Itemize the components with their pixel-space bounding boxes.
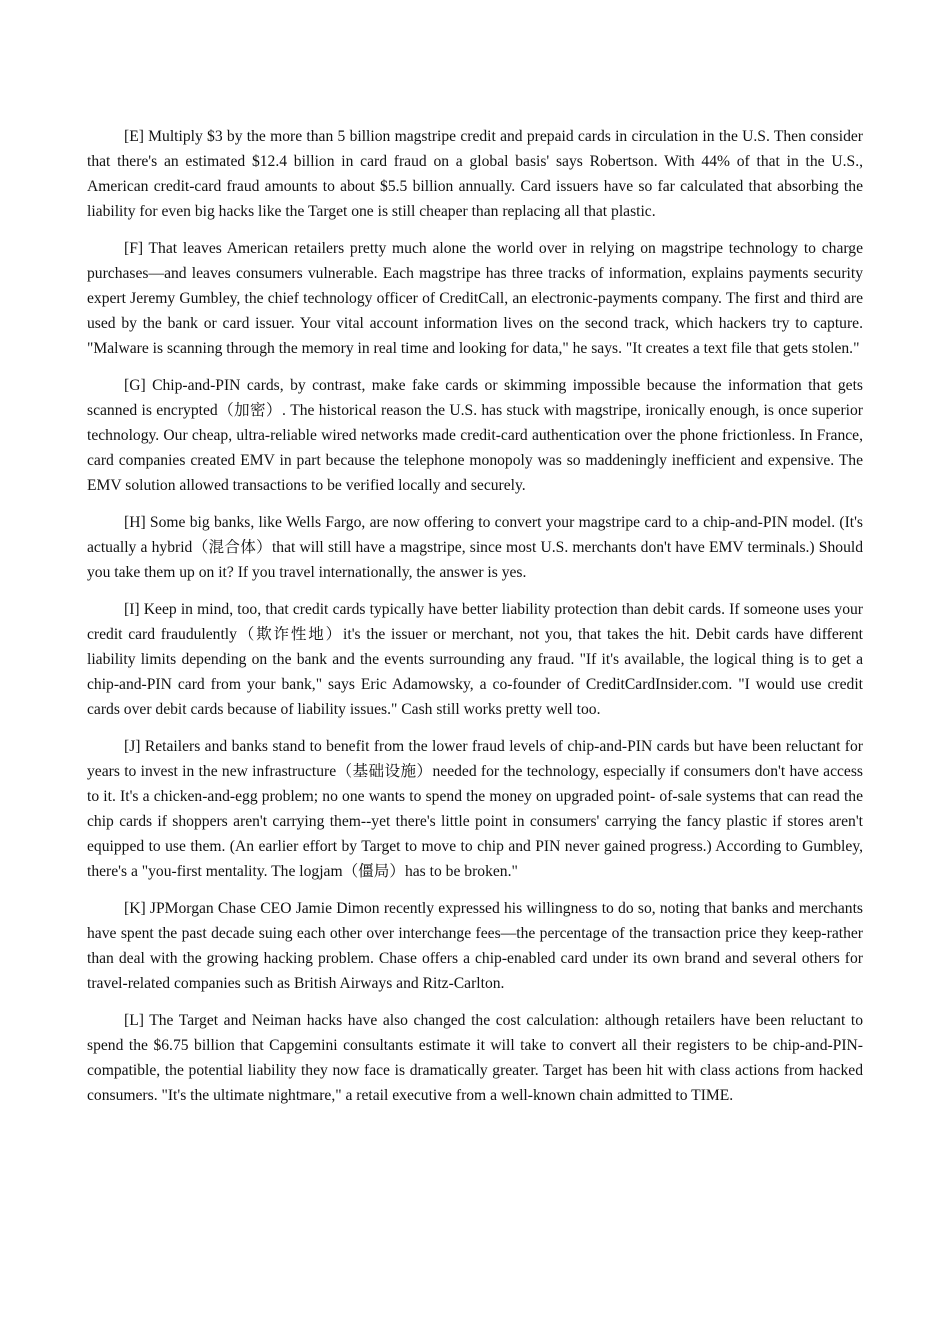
paragraph-l: [L] The Target and Neiman hacks have also changed the cost calculation: although retailers have been reluctant to spend the $6.75 billion that Capgemini consultants estimate it will take to convert all their registers to be chip-and-PIN-compatible, the potential liability they now face is dramatically greater. Target has been hit with class actions from hacked consumers. "It's the ultimate nightmare," a retail executive from a well-known chain admitted to TIME.: [87, 1012, 863, 1104]
paragraph-f: [F] That leaves American retailers pretty much alone the world over in relying on magstripe technology to charge purchases—and leaves consumers vulnerable. Each magstripe has three tracks of information, explains payments security expert Jeremy Gumbley, the chief technology officer of CreditCall, an electronic-payments company. The first and third are used by the bank or card issuer. Your vital account information lives on the second track, which hackers try to capture. "Malware is scanning through the memory in real time and looking for data," he says. "It creates a text file that gets stolen.": [87, 240, 863, 357]
paragraph-e: [E] Multiply $3 by the more than 5 billion magstripe credit and prepaid cards in circulation in the U.S. Then consider that there's an estimated $12.4 billion in card fraud on a global basis' says Robertson. With 44% of that in the U.S., American credit-card fraud amounts to about $5.5 billion annually. Card issuers have so far calculated that absorbing the liability for even big hacks like the Target one is still cheaper than replacing all that plastic.: [87, 128, 863, 220]
paragraph-h: [H] Some big banks, like Wells Fargo, are now offering to convert your magstripe card to a chip-and-PIN model. (It's actually a hybrid（混合体）that will still have a magstripe, since most U.S. merchants don't have EMV terminals.) Should you take them up on it? If you travel internationally, the answer is yes.: [87, 514, 863, 581]
paragraph-j: [J] Retailers and banks stand to benefit from the lower fraud levels of chip-and-PIN cards but have been reluctant for years to invest in the new infrastructure（基础设施）needed for the technology, especially if consumers don't have access to it. It's a chicken-and-egg problem; no one wants to spend the money on upgraded point- of-sale systems that can read the chip cards if shoppers aren't carrying them--yet there's little point in consumers' carrying the fancy plastic if stores aren't equipped to use them. (An earlier effort by Target to move to chip and PIN never gained progress.) According to Gumbley, there's a "you-first mentality. The logjam（僵局）has to be broken.": [87, 738, 863, 880]
document-page: [87, 124, 863, 1120]
paragraph-i: [I] Keep in mind, too, that credit cards typically have better liability protection than debit cards. If someone uses your credit card fraudulently（欺诈性地）it's the issuer or merchant, not you, that takes the hit. Debit cards have different liability limits depending on the bank and the events surrounding any fraud. "If it's available, the logical thing is to get a chip-and-PIN card from your bank," says Eric Adamowsky, a co-founder of CreditCardInsider.com. "I would use credit cards over debit cards because of liability issues." Cash still works pretty well too.: [87, 601, 863, 718]
paragraph-g: [G] Chip-and-PIN cards, by contrast, make fake cards or skimming impossible because the information that gets scanned is encrypted（加密）. The historical reason the U.S. has stuck with magstripe, ironically enough, is once superior technology. Our cheap, ultra-reliable wired networks made credit-card authentication over the phone frictionless. In France, card companies created EMV in part because the telephone monopoly was so maddeningly inefficient and expensive. The EMV solution allowed transactions to be verified locally and securely.: [87, 377, 863, 494]
paragraph-k: [K] JPMorgan Chase CEO Jamie Dimon recently expressed his willingness to do so, noting that banks and merchants have spent the past decade suing each other over interchange fees—the percentage of the transaction price they keep-rather than deal with the growing hacking problem. Chase offers a chip-enabled card under its own brand and several others for travel-related companies such as British Airways and Ritz-Carlton.: [87, 900, 863, 992]
